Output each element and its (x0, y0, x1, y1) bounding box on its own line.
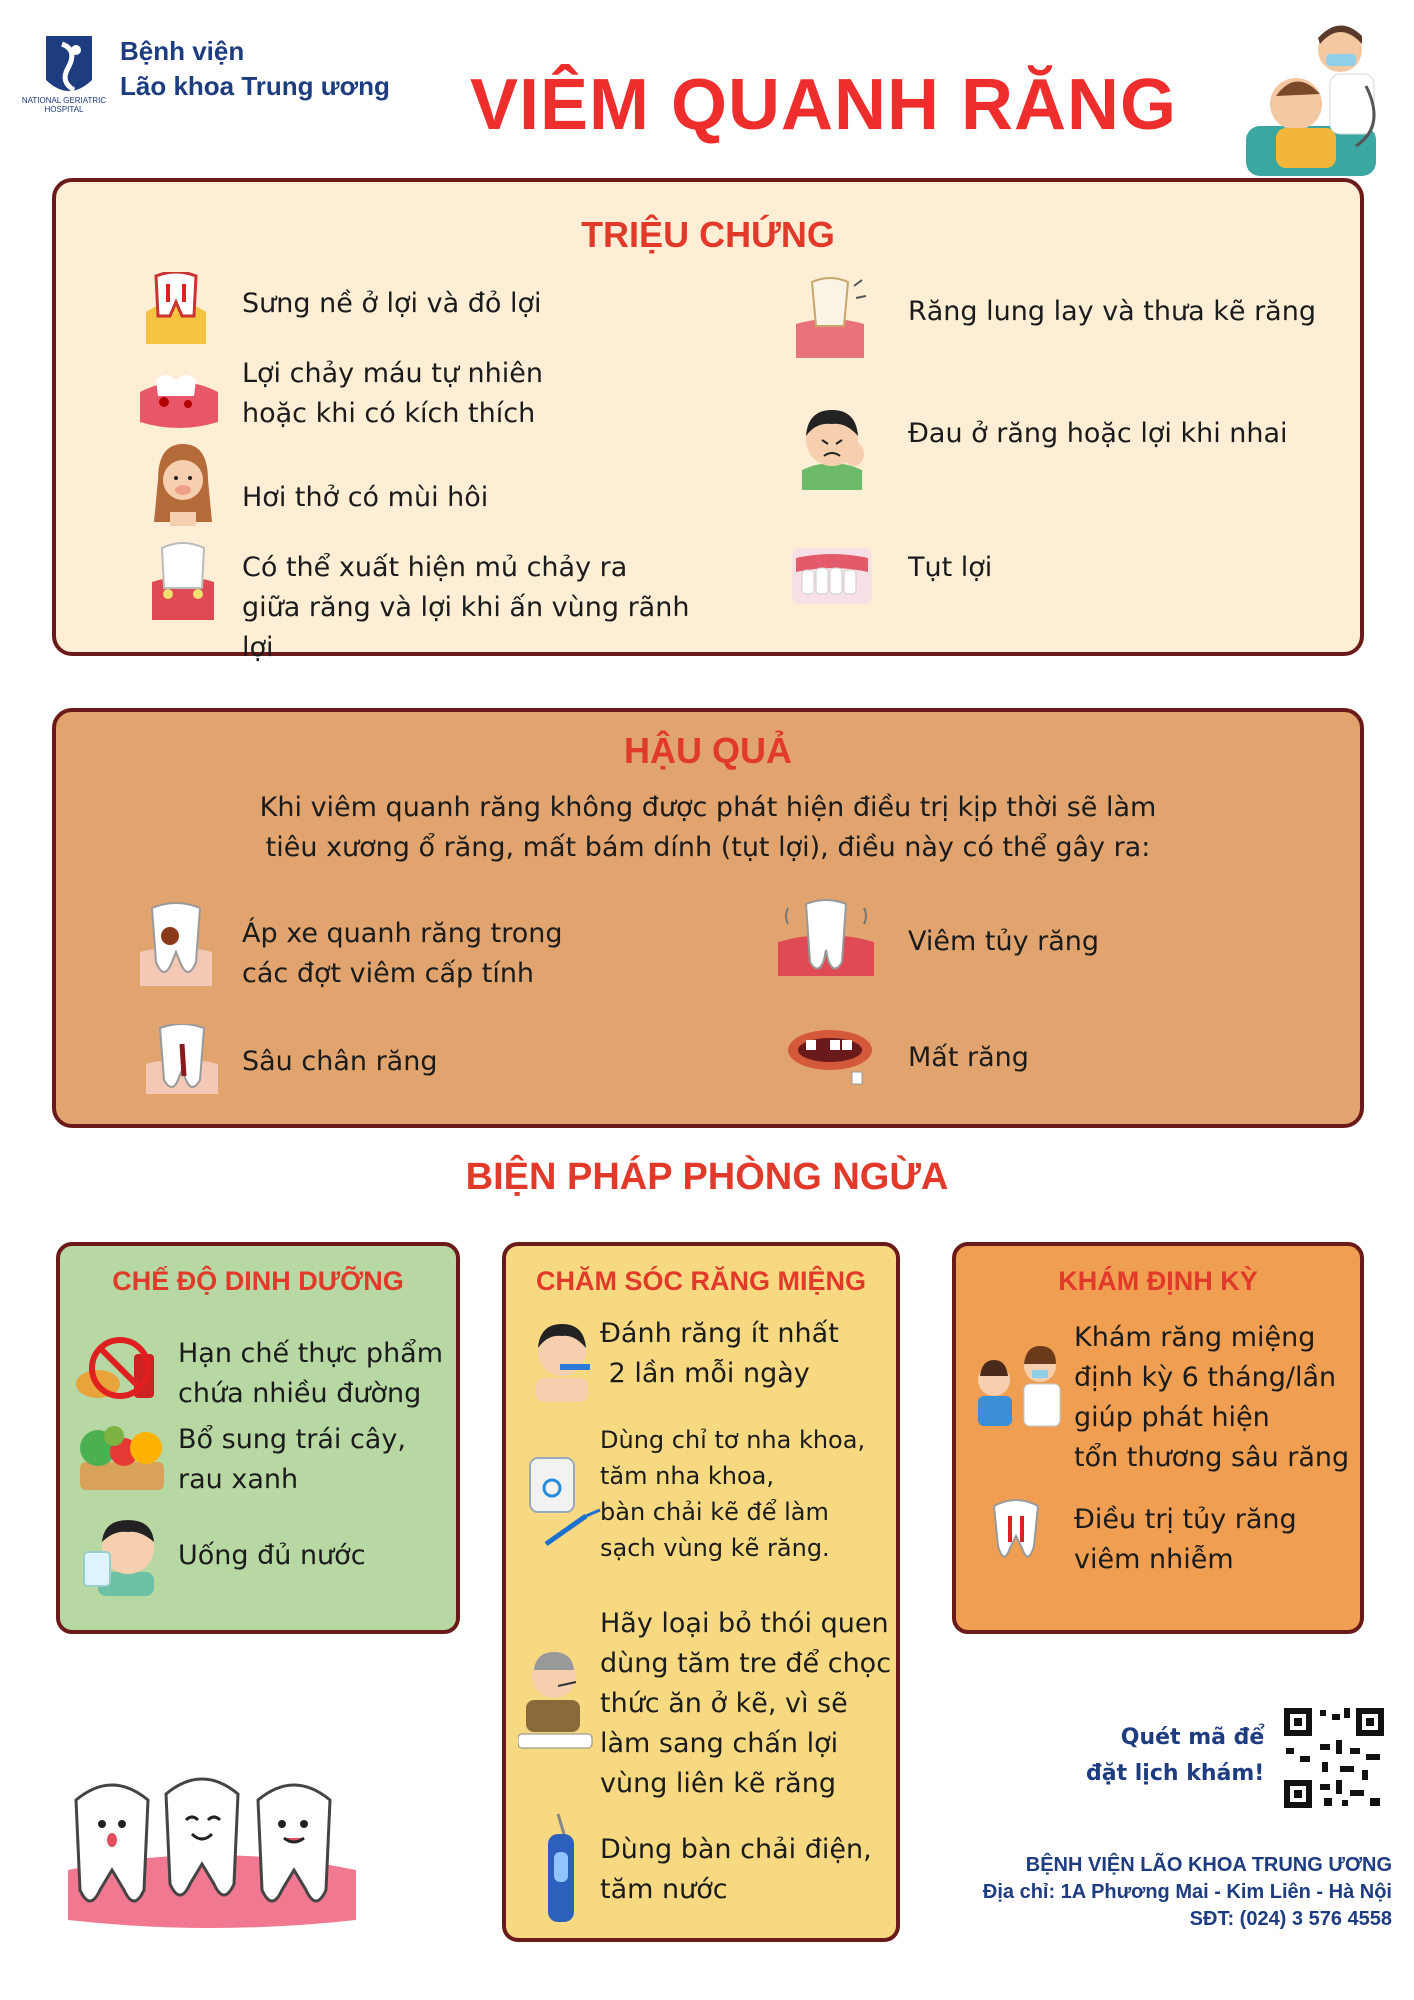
oral-care-line: Hãy loại bỏ thói quen (600, 1608, 889, 1639)
symptom-text: Đau ở răng hoặc lợi khi nhai (908, 418, 1288, 449)
oral-care-line: tăm nước (600, 1874, 728, 1905)
oral-care-line: Dùng bàn chải điện, (600, 1834, 872, 1865)
checkup-line: Khám răng miệng (1074, 1322, 1316, 1353)
receding-gum-icon (792, 548, 872, 608)
pus-tooth-icon (148, 542, 218, 626)
qr-code-icon[interactable] (1280, 1704, 1388, 1812)
consequence-line: các đợt viêm cấp tính (242, 958, 535, 989)
oral-care-line: sạch vùng kẽ răng. (600, 1534, 830, 1562)
qr-caption (1086, 1720, 1264, 1792)
root-decay-icon (142, 1024, 222, 1100)
logo-subtitle: NATIONAL GERIATRIC HOSPITAL (21, 96, 107, 114)
hospital-name (120, 34, 390, 104)
symptoms-title: TRIỆU CHỨNG (581, 214, 835, 255)
checkup-line: định kỳ 6 tháng/lần (1074, 1362, 1337, 1393)
oral-care-line: vùng liên kẽ răng (600, 1768, 836, 1799)
fruit-vegetable-icon (74, 1418, 170, 1498)
footer-contact (900, 1852, 1392, 1933)
diet-line: Hạn chế thực phẩm (178, 1338, 444, 1369)
diet-text: Uống đủ nước (178, 1540, 366, 1571)
checkup-line: Điều trị tủy răng (1074, 1504, 1297, 1535)
abscess-tooth-icon (136, 902, 216, 992)
prevention-title: BIỆN PHÁP PHÒNG NGỪA (465, 1156, 949, 1198)
drinking-water-icon (78, 1512, 168, 1600)
no-sugar-food-icon (74, 1334, 164, 1408)
hospital-name-line1: Bệnh viện (120, 36, 245, 66)
consequence-text: Mất răng (908, 1042, 1029, 1073)
consequence-text: Sâu chân răng (242, 1046, 438, 1077)
pulpitis-icon (772, 898, 880, 982)
dental-floss-icon (526, 1454, 602, 1554)
qr-caption-line2: đặt lịch khám! (1086, 1761, 1265, 1786)
checkup-line: tổn thương sâu răng (1074, 1442, 1350, 1473)
qr-caption-line1: Quét mã để (1120, 1725, 1265, 1750)
oral-care-line: Dùng chỉ tơ nha khoa, (600, 1426, 866, 1454)
oral-care-line: thức ăn ở kẽ, vì sẽ (600, 1688, 848, 1719)
diet-title: CHẾ ĐỘ DINH DƯỠNG (112, 1266, 404, 1296)
oral-care-line: làm sang chấn lợi (600, 1728, 839, 1759)
checkup-text (1074, 1500, 1297, 1580)
oral-care-text (600, 1604, 891, 1804)
diet-text (178, 1420, 406, 1500)
brushing-teeth-icon (532, 1318, 592, 1406)
checkup-line: viêm nhiễm (1074, 1544, 1234, 1575)
happy-teeth-icon (62, 1760, 362, 1930)
footer-hospital-name: BỆNH VIỆN LÃO KHOA TRUNG ƯƠNG (1025, 1854, 1392, 1876)
diet-line: Bổ sung trái cây, (178, 1424, 406, 1455)
oral-care-line: 2 lần mỗi ngày (600, 1358, 810, 1389)
consequences-intro-line2: tiêu xương ổ răng, mất bám dính (tụt lợi), điều này có thể gây ra: (265, 832, 1151, 863)
oral-care-title: CHĂM SÓC RĂNG MIỆNG (536, 1266, 866, 1296)
consequences-title: HẬU QUẢ (624, 730, 792, 771)
symptom-text: Lợi chảy máu tự nhiên hoặc khi có kích thích (242, 358, 543, 429)
checkup-line: giúp phát hiện (1074, 1402, 1270, 1433)
symptom-text: Sưng nề ở lợi và đỏ lợi (242, 288, 542, 319)
consequences-intro (56, 788, 1360, 868)
toothpick-elder-icon (518, 1642, 594, 1756)
oral-care-line: tăm nha khoa, (600, 1462, 775, 1490)
symptoms-section (52, 178, 1364, 663)
swollen-gum-icon (138, 272, 214, 352)
oral-care-line: bàn chải kẽ để làm (600, 1498, 829, 1526)
bleeding-gum-icon (134, 362, 224, 436)
symptom-text: Có thể xuất hiện mủ chảy ra giữa răng và lợi khi ấn vùng rãnh lợi (242, 552, 690, 663)
dental-checkup-icon (970, 1340, 1066, 1434)
consequence-line: Áp xe quanh răng trong (242, 918, 563, 949)
root-canal-icon (988, 1496, 1044, 1572)
checkup-section (952, 1242, 1364, 1634)
consequence-text: Viêm tủy răng (908, 926, 1100, 957)
symptom-text: Tụt lợi (908, 552, 993, 583)
tooth-loss-icon (786, 1028, 876, 1098)
diet-section (56, 1242, 460, 1634)
dentist-patient-icon (1236, 16, 1396, 186)
footer-address: Địa chỉ: 1A Phương Mai - Kim Liên - Hà Nội (982, 1881, 1392, 1903)
bad-breath-icon (148, 440, 218, 530)
loose-tooth-icon (792, 276, 868, 364)
page-title: VIÊM QUANH RĂNG (470, 65, 1178, 145)
hospital-name-line2: Lão khoa Trung ương (120, 71, 390, 101)
consequence-text (242, 914, 562, 994)
water-flosser-icon (540, 1812, 580, 1930)
oral-care-line: Đánh răng ít nhất (600, 1318, 839, 1349)
oral-care-text (600, 1314, 839, 1394)
oral-care-line: dùng tăm tre để chọc (600, 1648, 892, 1679)
diet-text (178, 1334, 443, 1414)
toothache-boy-icon (792, 400, 872, 494)
diet-line: rau xanh (178, 1464, 299, 1495)
oral-care-section (502, 1242, 900, 1942)
oral-care-text (600, 1422, 865, 1566)
symptom-text: Hơi thở có mùi hôi (242, 482, 489, 513)
consequences-intro-line1: Khi viêm quanh răng không được phát hiện điều trị kịp thời sẽ làm (259, 792, 1157, 823)
consequences-section (52, 708, 1364, 1128)
checkup-title: KHÁM ĐỊNH KỲ (1058, 1266, 1258, 1296)
checkup-text (1074, 1318, 1349, 1478)
symptom-text: Răng lung lay và thưa kẽ răng (908, 296, 1316, 327)
footer-phone[interactable]: SĐT: (024) 3 576 4558 (1189, 1908, 1392, 1930)
diet-line: chứa nhiều đường (178, 1378, 422, 1409)
oral-care-text (600, 1830, 872, 1910)
